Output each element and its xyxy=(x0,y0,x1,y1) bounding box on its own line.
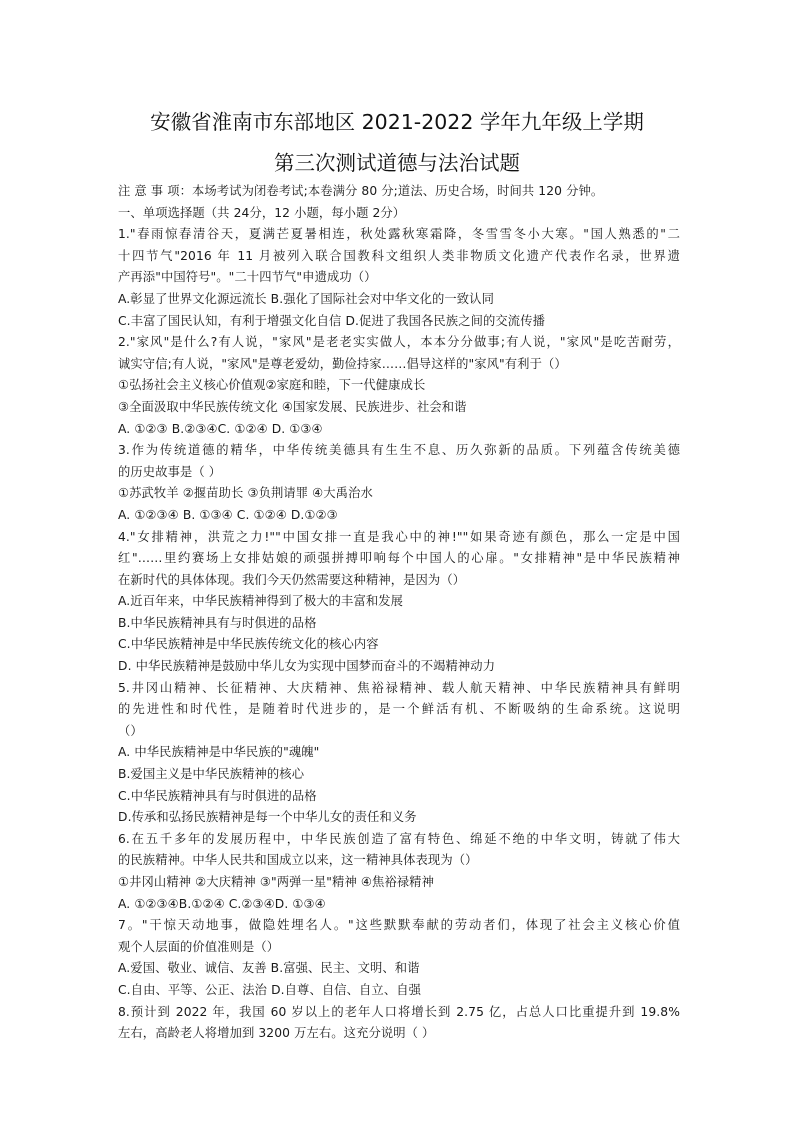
text-line: A. 中华民族精神是中华民族的"魂魄" xyxy=(118,745,320,760)
text-line: 诚实守信;有人说，"家风"是尊老爱幼，勤俭持家……倡导这样的"家风"有利于（） xyxy=(118,356,567,371)
text-line: 2."家风"是什么?有人说，"家风"是老老实实做人，本本分分做事;有人说，"家风"是吃苦耐劳， xyxy=(118,335,680,350)
text-line: 观个人层面的价值准则是（） xyxy=(118,939,280,954)
text-line: B.爱国主义是中华民族精神的核心 xyxy=(118,767,305,782)
text-line: ①苏武牧羊 ②揠苗助长 ③负荆请罪 ④大禹治水 xyxy=(118,486,373,501)
text-line: D. 中华民族精神是鼓励中华儿女为实现中国梦而奋斗的不竭精神动力 xyxy=(118,659,496,674)
text-line: A.爱国、敬业、诚信、友善 B.富强、民主、文明、和谐 xyxy=(118,961,420,976)
text-line: A. ①②③④ B. ①③④ C. ①②④ D.①②③ xyxy=(118,507,338,522)
text-line: 注 意 事 项：本场考试为闭卷考试;本卷满分 80 分;道法、历史合场，时间共 120 分钟。 xyxy=(118,184,604,198)
text-line: 5.井冈山精神、长征精神、大庆精神、焦裕禄精神、载人航天精神、中华民族精神具有鲜明 xyxy=(118,680,680,695)
text-line: 一、单项选择题（共 24分，12 小题，每小题 2分） xyxy=(118,205,406,220)
exam-body xyxy=(118,181,680,1045)
exam-title-line-2: 第三次测试道德与法治试题 xyxy=(274,151,520,175)
text-line: C.丰富了国民认知，有利于增强文化自信 D.促进了我国各民族之间的交流传播 xyxy=(118,313,545,328)
text-line: C.中华民族精神具有与时俱进的品格 xyxy=(118,788,317,803)
text-line: 的历史故事是（ ） xyxy=(118,464,222,479)
text-line: 十四节气"2016 年 11 月被列入联合国教科文组织人类非物质文化遗产代表作名录，世界遗 xyxy=(118,248,680,263)
text-line: A. ①②③ B.②③④C. ①②④ D. ①③④ xyxy=(118,421,323,436)
text-line: 7。"干惊天动地事，做隐姓埋名人。"这些默默奉献的劳动者们，体现了社会主义核心价值 xyxy=(118,918,680,933)
text-line: A.彰显了世界文化源远流长 B.强化了国际社会对中华文化的一致认同 xyxy=(118,291,494,306)
text-line: 在新时代的具体体现。我们今天仍然需要这种精神，是因为（） xyxy=(118,572,466,587)
text-line: ③全面汲取中华民族传统文化 ④国家发展、民族进步、社会和谐 xyxy=(118,399,467,414)
text-line: A. ①②③④B.①②④ C.②③④D. ①③④ xyxy=(118,896,326,911)
text-line: B.中华民族精神具有与时俱进的品格 xyxy=(118,615,317,630)
text-line: 1."春雨惊春清谷天，夏满芒夏暑相连，秋处露秋寒霜降，冬雪雪冬小大寒。"国人熟悉的"二 xyxy=(118,227,680,242)
text-line: 8.预计到 2022 年，我国 60 岁以上的老年人口将增长到 2.75 亿，占总人口比重提升到 19.8% xyxy=(118,1004,680,1019)
text-line: D.传承和弘扬民族精神是每一个中华儿女的责任和义务 xyxy=(118,810,417,825)
exam-title-line-1: 安徽省淮南市东部地区 2021-2022 学年九年级上学期 xyxy=(150,110,644,134)
text-line: C.自由、平等、公正、法治 D.自尊、自信、自立、自强 xyxy=(118,982,422,997)
text-line: ①井冈山精神 ②大庆精神 ③"两弹一星"精神 ④焦裕禄精神 xyxy=(118,875,434,889)
text-line: ①弘扬社会主义核心价值观②家庭和睦，下一代健康成长 xyxy=(118,378,426,393)
text-line: 3.作为传统道德的精华，中华传统美德具有生生不息、历久弥新的品质。下列蕴含传统美德 xyxy=(118,443,680,458)
text-line: 左右，高龄老人将增加到 3200 万左右。这充分说明（ ） xyxy=(118,1026,435,1041)
text-line: 的先进性和时代性，是随着时代进步的，是一个鲜活有机、不断吸纳的生命系统。这说明 xyxy=(118,702,680,717)
text-line: 6.在五千多年的发展历程中，中华民族创造了富有特色、绵延不绝的中华文明，铸就了伟大 xyxy=(118,831,680,846)
text-line: A.近百年来，中华民族精神得到了极大的丰富和发展 xyxy=(118,594,404,609)
text-line: （） xyxy=(118,723,143,738)
text-line: 红"……里约赛场上女排姑娘的顽强拼搏叩响每个中国人的心扉。"女排精神"是中华民族精神 xyxy=(118,551,680,566)
text-line: C.中华民族精神是中华民族传统文化的核心内容 xyxy=(118,637,379,652)
text-line: 产再添"中国符号"。"二十四节气"申遗成功（） xyxy=(118,270,377,285)
text-line: 的民族精神。中华人民共和国成立以来，这一精神具体表现为（） xyxy=(118,853,478,868)
text-line: 4."女排精神，洪荒之力!""中国女排一直是我心中的神!""如果奇迹有颜色，那么一定是中国 xyxy=(118,529,680,544)
